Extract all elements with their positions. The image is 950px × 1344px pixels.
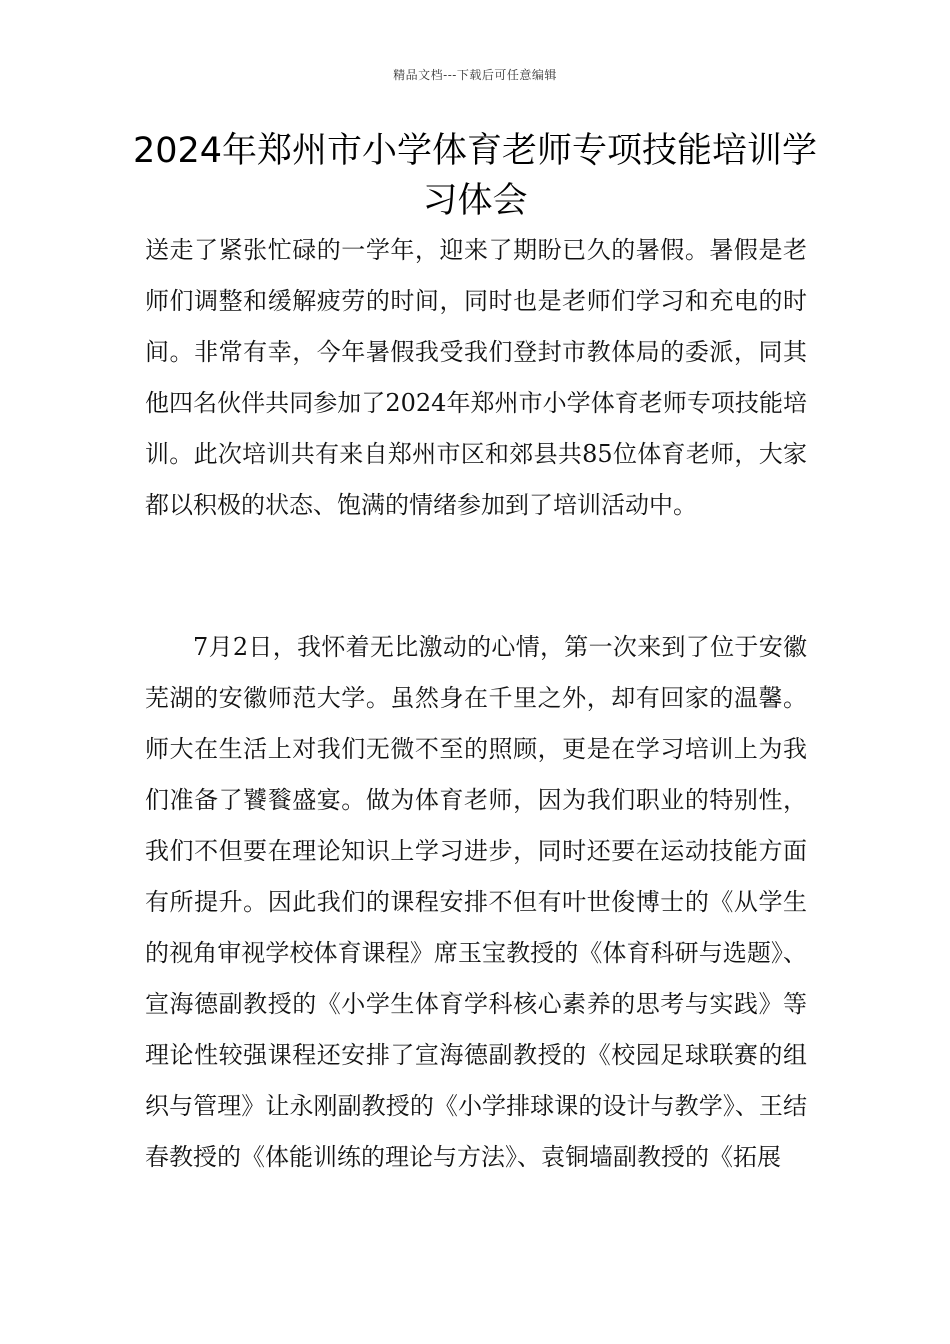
document-title: 2024年郑州市小学体育老师专项技能培训学习体会	[132, 131, 818, 221]
body-paragraph-2: 7月2日，我怀着无比激动的心情，第一次来到了位于安徽芜湖的安徽师范大学。虽然身在千里之外，却有回家的温馨。师大在生活上对我们无微不至的照顾，更是在学习培训上为我们准备了饕餮盛宴。做为体育老师，因为我们职业的特别性，我们不但要在理论知识上学习进步，同时还要在运动技能方面有所提升。因此我们的课程安排不但有叶世俊博士的《从学生的视角审视学校体育课程》席玉宝教授的《体育科研与选题》、宣海德副教授的《小学生体育学科核心素养的思考与实践》等理论性较强课程还安排了宣海德副教授的《校园足球联赛的组织与管理》让永刚副教授的《小学排球课的设计与教学》、王结春教授的《体能训练的理论与方法》、袁铜墙副教授的《拓展	[145, 633, 807, 1171]
header-note: 精品文档---下载后可任意编辑	[393, 68, 557, 82]
body-paragraph-1: 送走了紧张忙碌的一学年，迎来了期盼已久的暑假。暑假是老师们调整和缓解疲劳的时间，同时也是老师们学习和充电的时间。非常有幸，今年暑假我受我们登封市教体局的委派，同其他四名伙伴共同参加了2024年郑州市小学体育老师专项技能培训。此次培训共有来自郑州市区和郊县共85位体育老师，大家都以积极的状态、饱满的情绪参加到了培训活动中。	[145, 236, 807, 519]
